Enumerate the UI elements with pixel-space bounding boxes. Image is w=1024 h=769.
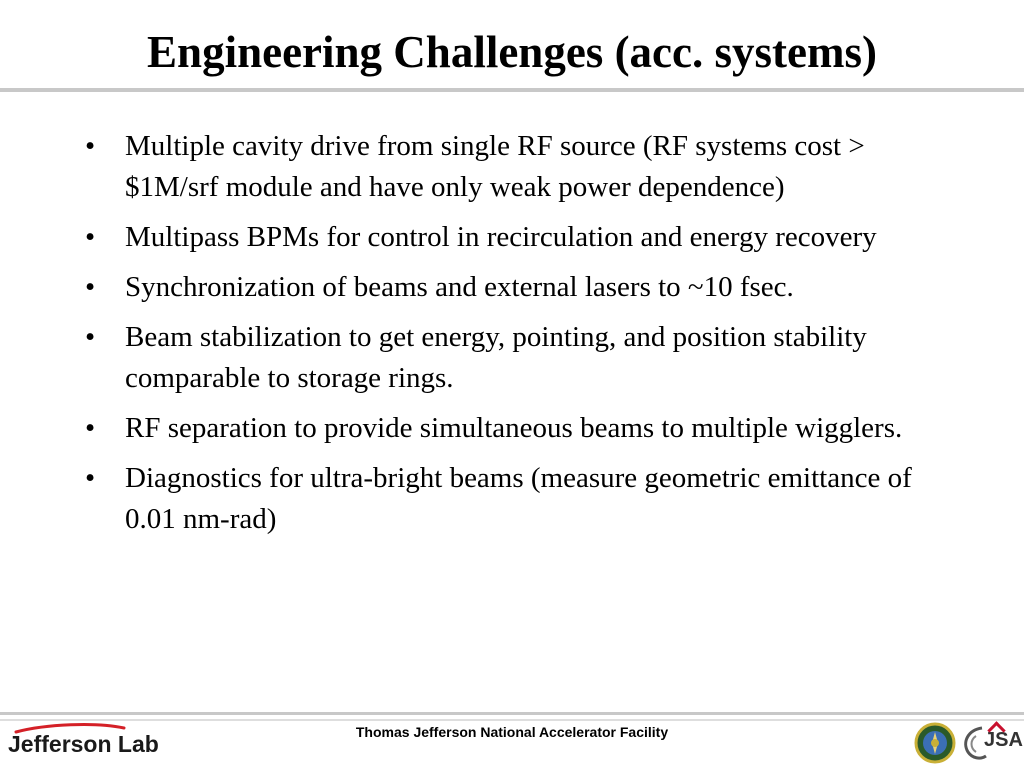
jsa-wordmark: JSA <box>984 729 1023 751</box>
footer-divider <box>0 712 1024 715</box>
bullet-item <box>85 126 945 208</box>
bullet-text: Beam stabilization to get energy, pointing, and position stability comparable to storage rings. <box>125 321 867 394</box>
title-divider <box>0 88 1024 92</box>
jsa-logo <box>960 722 1023 764</box>
bullet-text: Synchronization of beams and external lasers to ~10 fsec. <box>125 271 794 303</box>
slide-title: Engineering Challenges (acc. systems) <box>147 27 877 77</box>
bullet-marker: • <box>85 221 96 253</box>
bullet-text: RF separation to provide simultaneous beams to multiple wigglers. <box>125 412 903 444</box>
bullet-marker: • <box>85 462 96 494</box>
bullet-marker: • <box>85 271 96 303</box>
bullet-marker: • <box>85 130 96 162</box>
bullet-marker: • <box>85 412 96 444</box>
footer-divider-thin <box>0 719 1024 721</box>
doe-seal-icon <box>914 722 956 764</box>
bullet-text: Multiple cavity drive from single RF source (RF systems cost > $1M/srf module and have only weak power dependence) <box>125 130 865 203</box>
bullet-item <box>85 317 945 399</box>
bullet-item <box>85 267 945 308</box>
bullet-list <box>85 126 945 549</box>
bullet-item <box>85 217 945 258</box>
bullet-item <box>85 408 945 449</box>
bullet-text: Multipass BPMs for control in recirculation and energy recovery <box>125 221 877 253</box>
organization-name: Thomas Jefferson National Accelerator Facility <box>355 724 669 740</box>
jefferson-lab-wordmark: Jefferson Lab <box>8 731 159 757</box>
bullet-text: Diagnostics for ultra-bright beams (measure geometric emittance of 0.01 nm-rad) <box>125 462 912 535</box>
bullet-marker: • <box>85 321 96 353</box>
bullet-item <box>85 458 945 540</box>
